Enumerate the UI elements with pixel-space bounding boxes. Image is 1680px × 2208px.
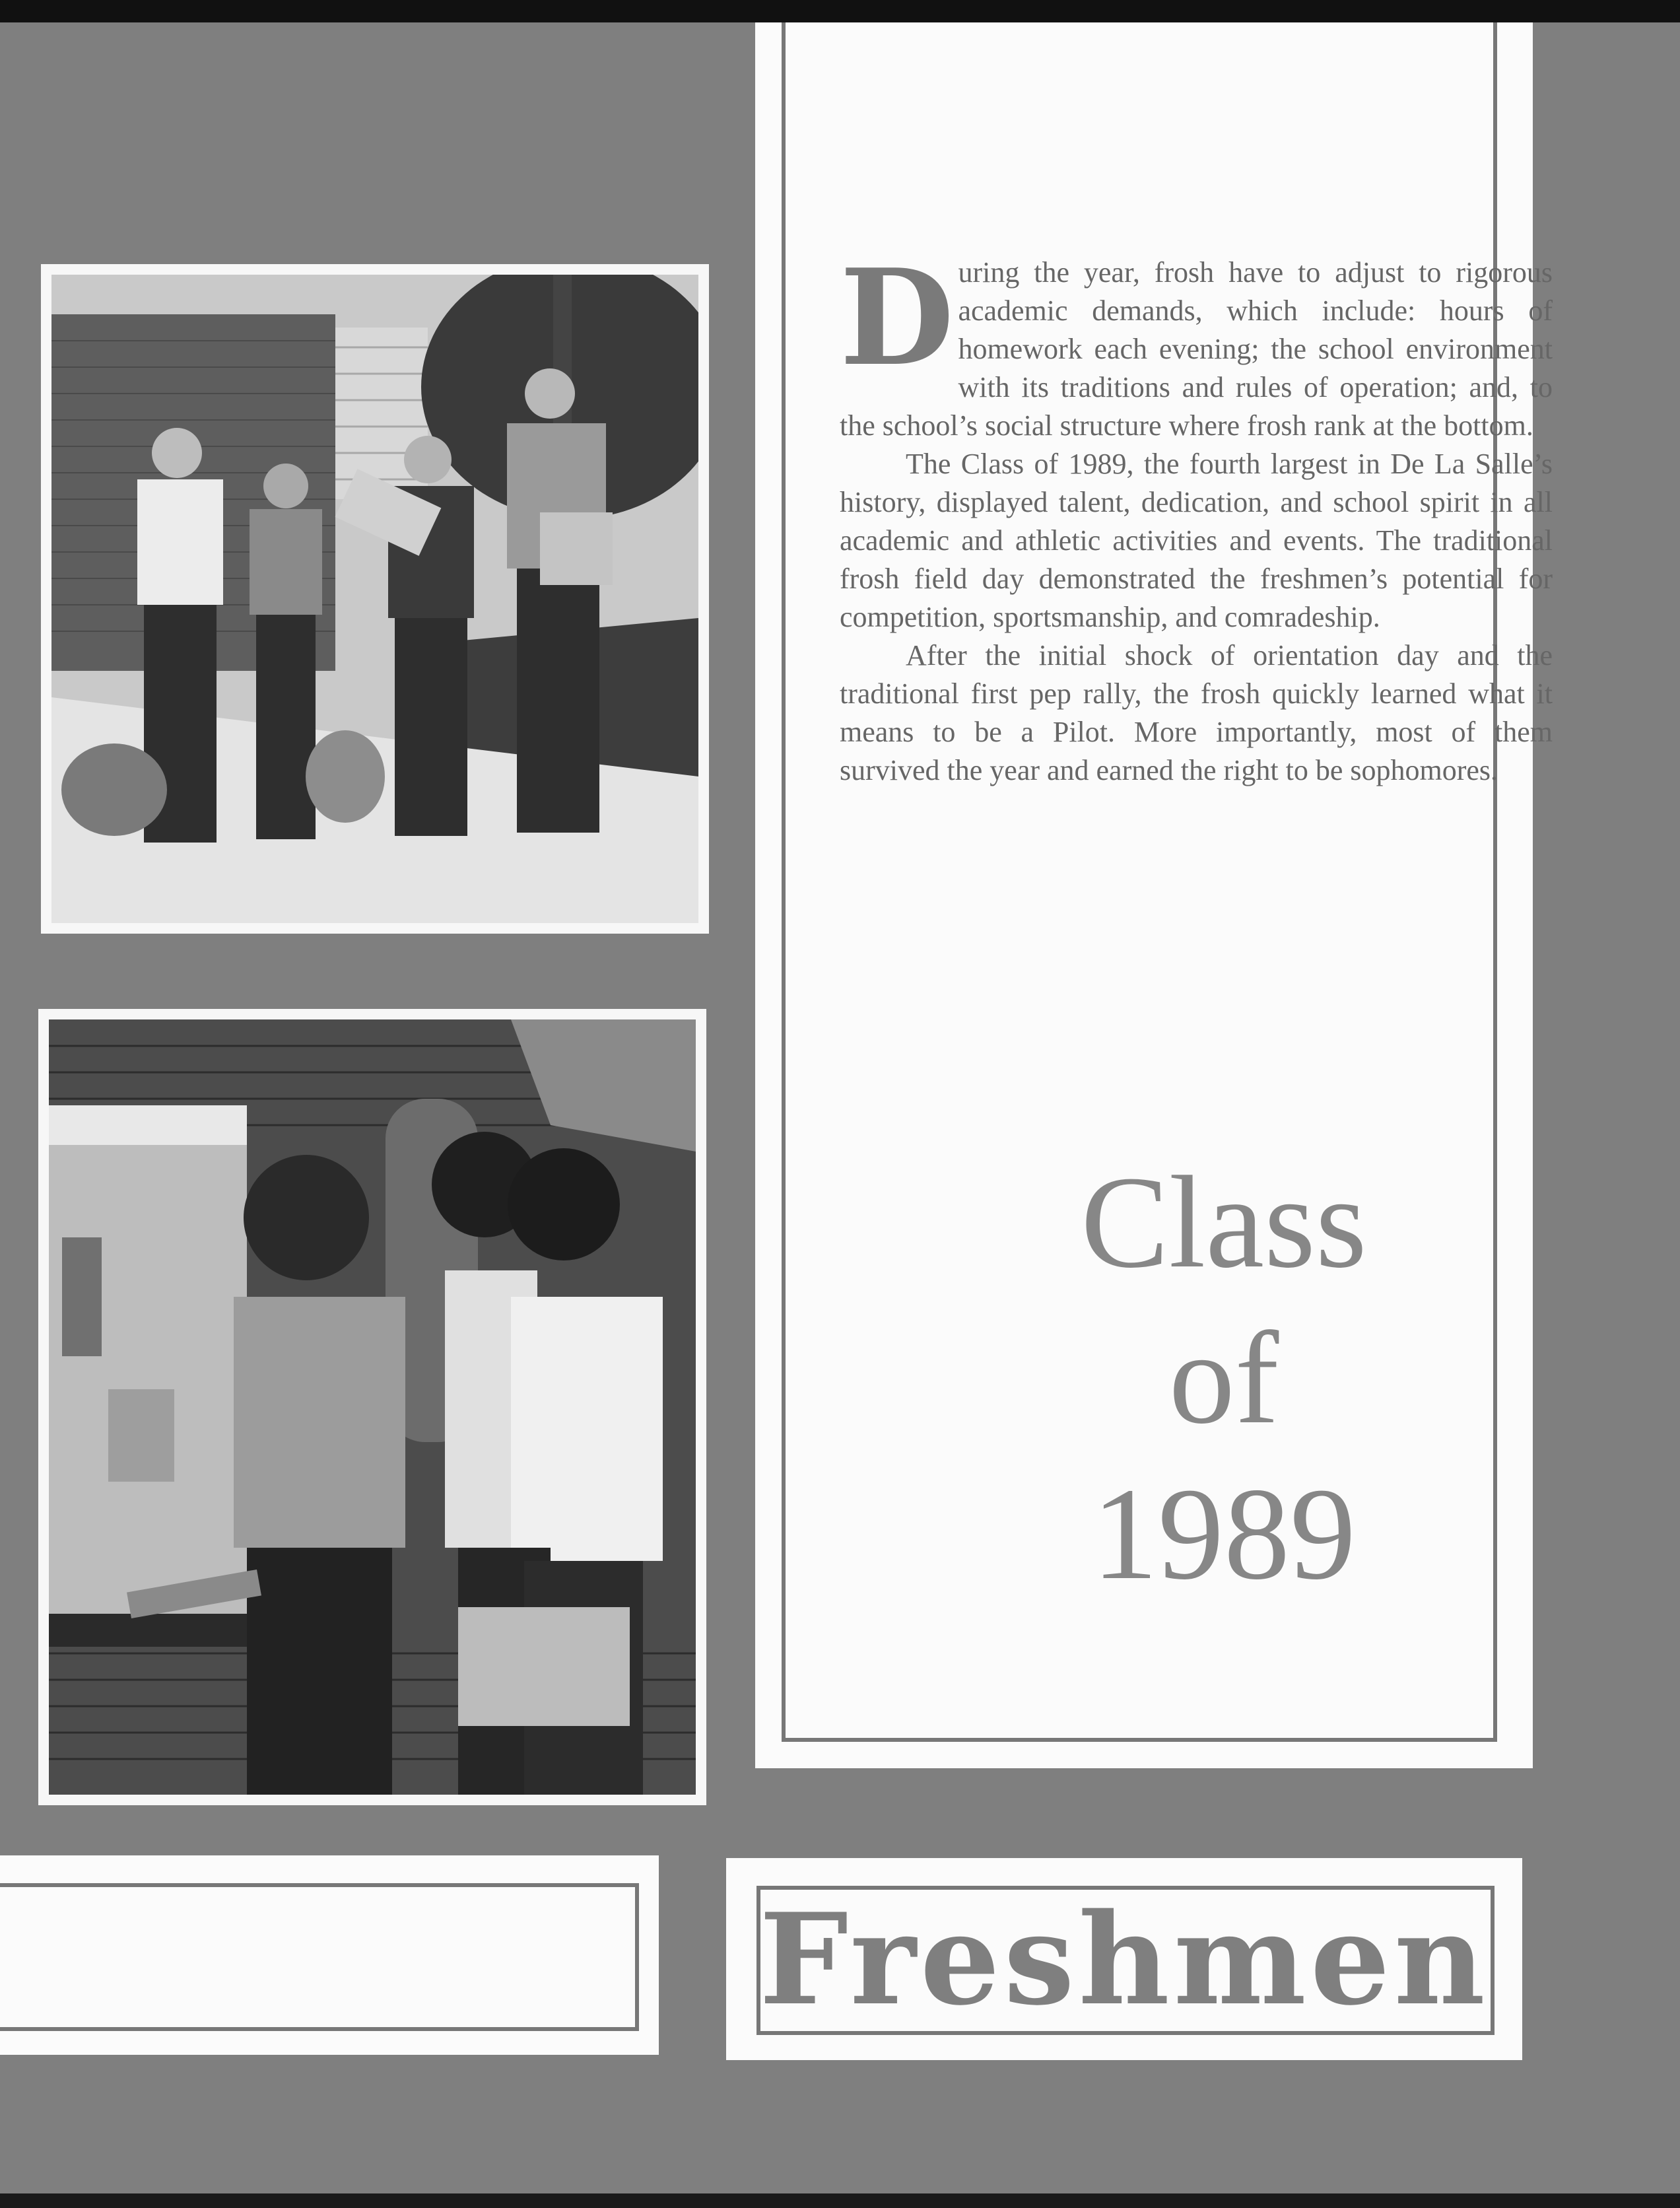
bottom-left-box-border: [0, 1883, 639, 2031]
article-body: [840, 240, 1553, 790]
class-title-line-2: of: [1168, 1305, 1279, 1451]
paragraph-3: After the initial shock of orientation day and the traditional first pep rally, the frosh quickly learned what it means to be a Pilot. More importantly, most of them survived the year and earned the right to be sophomores.: [840, 639, 1553, 786]
section-title-box: [726, 1858, 1522, 2060]
drop-cap: D: [840, 240, 955, 396]
photo-students-hallway-drawing: [49, 1019, 696, 1795]
class-title: [900, 1145, 1547, 1612]
paragraph-1-text: uring the year, frosh have to adjust to rigorous academic demands, which include: hours of homework each evening; the school environment with its traditions and rules of operation; and, to the school’s social structure where frosh rank at the bottom.: [840, 256, 1553, 442]
photo-students-hallway-image: [49, 1019, 696, 1795]
photo-students-hallway: [38, 1009, 706, 1805]
paragraph-2: The Class of 1989, the fourth largest in De La Salle’s history, displayed talent, dedication, and school spirit in all academic and athletic activities and events. The traditional frosh field day demonstrated the freshmen’s potential for competition, sportsmanship, and comradeship.: [840, 448, 1553, 633]
scan-top-edge: [0, 0, 1680, 22]
photo-freshmen-outside: [41, 264, 709, 934]
photo-freshmen-outside-drawing: [51, 275, 698, 923]
class-title-line-1: Class: [1081, 1150, 1367, 1295]
paragraph-1: [840, 240, 1553, 445]
class-title-line-3: 1989: [1092, 1461, 1356, 1607]
bottom-left-box: [0, 1855, 659, 2055]
photo-freshmen-outside-image: [51, 275, 698, 923]
scan-bottom-edge: [0, 2193, 1680, 2208]
section-title: Freshmen: [759, 1885, 1489, 2033]
text-panel: [755, 22, 1553, 1768]
